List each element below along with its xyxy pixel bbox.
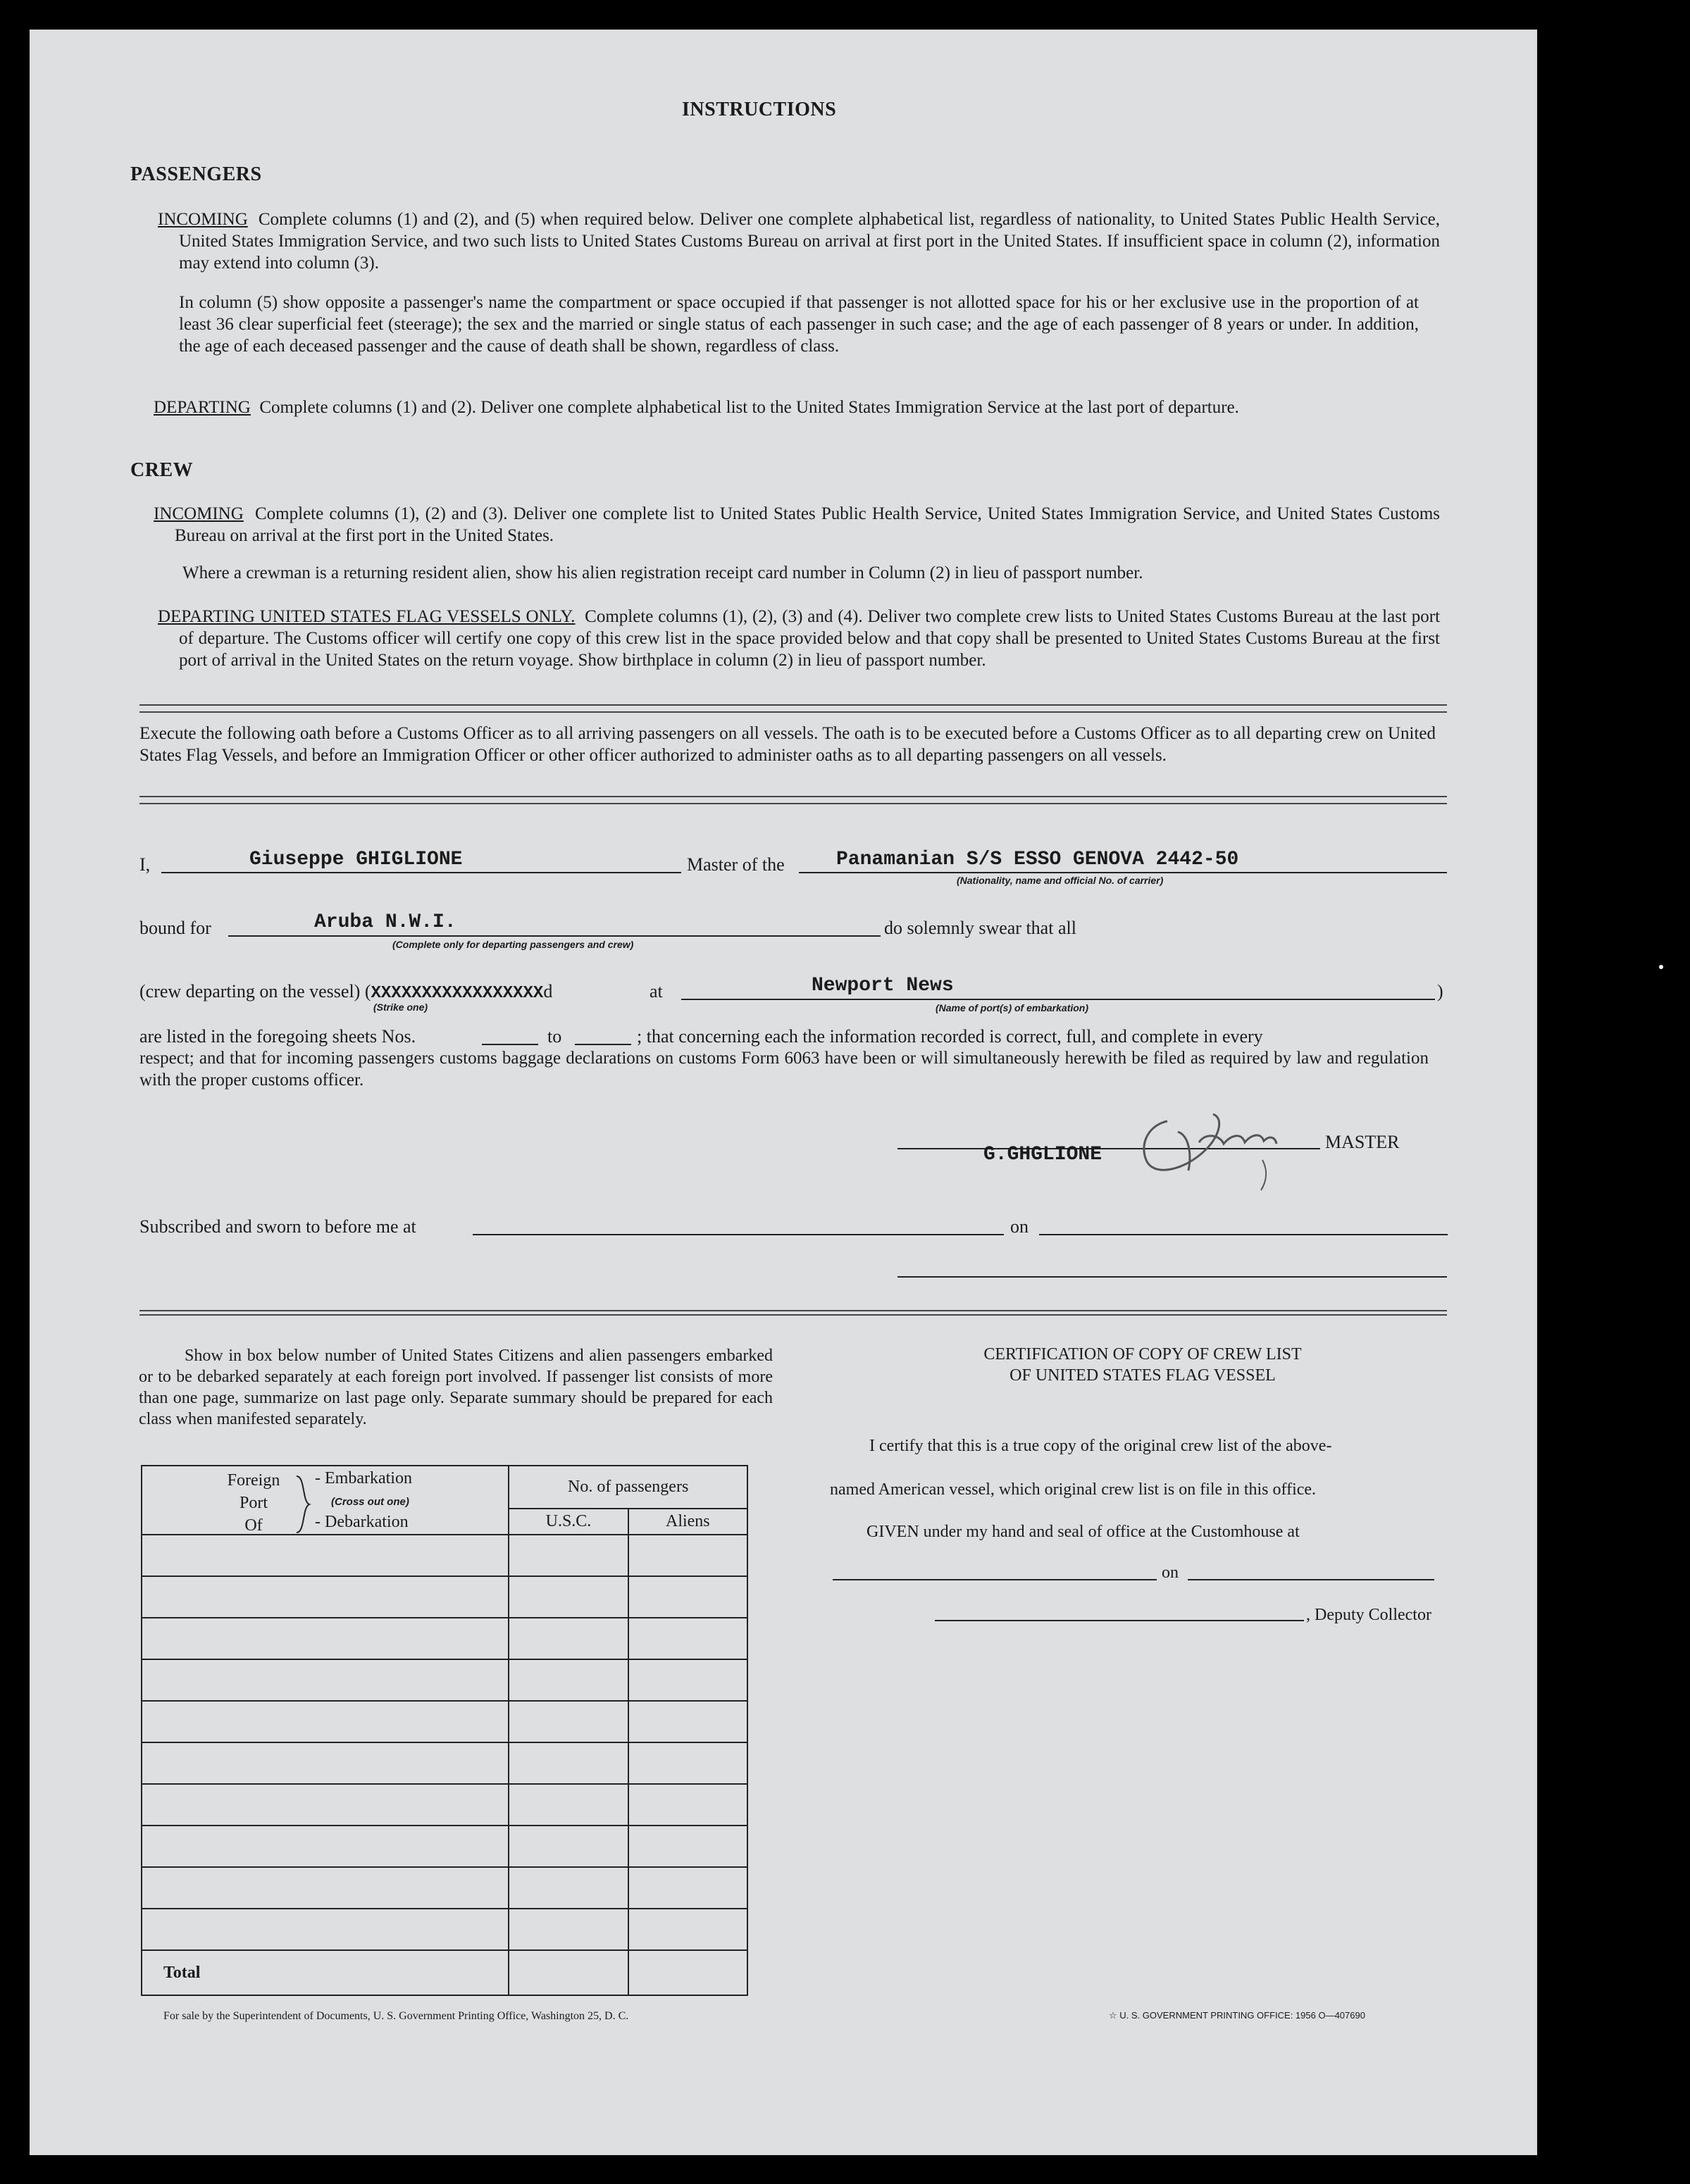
port-caption: (Name of port(s) of embarkation) bbox=[936, 1002, 1089, 1013]
vessel-line bbox=[799, 872, 1447, 873]
divider bbox=[139, 796, 1447, 804]
usc-cell bbox=[509, 1784, 628, 1826]
divider bbox=[139, 704, 1447, 713]
aliens-cell bbox=[628, 1909, 747, 1950]
oath-intro bbox=[139, 723, 1436, 766]
table-row bbox=[142, 1576, 747, 1618]
table-row bbox=[142, 1535, 747, 1576]
listed-pre: are listed in the foregoing sheets Nos. bbox=[139, 1026, 416, 1047]
master-label: MASTER bbox=[1325, 1132, 1400, 1152]
close-paren: ) bbox=[1437, 981, 1443, 1001]
total-label: Total bbox=[142, 1950, 509, 1995]
respect-text: respect; and that for incoming passengers customs baggage declarations on customs Form 6063 have been or will simultaneously herewith be filed as required by law and regulation with the proper customs officer. bbox=[139, 1049, 1429, 1090]
table-row bbox=[142, 1867, 747, 1909]
total-usc-cell bbox=[509, 1950, 628, 1995]
subscribed-place-line bbox=[473, 1234, 1004, 1235]
aliens-cell bbox=[628, 1701, 747, 1742]
struck-text: XXXXXXXXXXXXXXXXX bbox=[371, 984, 544, 1003]
aliens-cell bbox=[628, 1535, 747, 1576]
deputy-signature-line bbox=[935, 1620, 1304, 1621]
struck-tail: d bbox=[543, 981, 553, 1001]
officer-signature-line bbox=[897, 1276, 1447, 1278]
usc-cell bbox=[509, 1659, 628, 1701]
passenger-summary-table bbox=[141, 1465, 748, 1996]
of-label: Of bbox=[244, 1516, 263, 1535]
crew-departing-text: (crew departing on the vessel) ( bbox=[139, 981, 371, 1001]
port-cell bbox=[142, 1659, 509, 1701]
port-cell bbox=[142, 1784, 509, 1826]
usc-cell bbox=[509, 1535, 628, 1576]
certification-date-line bbox=[1188, 1579, 1434, 1580]
crew-incoming bbox=[154, 503, 1440, 547]
foreign-label: Foreign bbox=[227, 1471, 280, 1490]
aliens-cell bbox=[628, 1826, 747, 1867]
usc-cell bbox=[509, 1618, 628, 1659]
passengers-incoming bbox=[158, 208, 1440, 274]
table-row bbox=[142, 1909, 747, 1950]
subscribed-on-label: on bbox=[1010, 1216, 1029, 1237]
bound-line bbox=[228, 935, 881, 937]
passengers-column5-text: In column (5) show opposite a passenger's name the compartment or space occupied if that passenger is not allotted space for his or her exclusive use in the proportion of at least 36 clear superficial feet (steerage); the sex and the married or single status of each passenger in such case; and the age of each passenger of 8 years or under. In addition, the age of each deceased passenger and the cause of death shall be shown, regardless of class. bbox=[179, 293, 1419, 356]
certification-line-2: named American vessel, which original crew list is on file in this office. bbox=[830, 1480, 1317, 1499]
passengers-heading: PASSENGERS bbox=[130, 163, 262, 185]
swear-text: do solemnly swear that all bbox=[884, 918, 1076, 938]
table-row bbox=[142, 1784, 747, 1826]
total-aliens-cell bbox=[628, 1950, 747, 1995]
certification-heading-2: OF UNITED STATES FLAG VESSEL bbox=[1009, 1366, 1276, 1385]
certification-line-1: I certify that this is a true copy of the original crew list of the above- bbox=[869, 1437, 1332, 1455]
handwritten-signature bbox=[1100, 1093, 1312, 1199]
passengers-column5 bbox=[179, 292, 1419, 357]
aliens-cell bbox=[628, 1784, 747, 1826]
port-line bbox=[681, 999, 1435, 1000]
crew-departing-label bbox=[139, 980, 552, 1004]
brace-icon bbox=[294, 1473, 315, 1535]
deputy-collector-label: , Deputy Collector bbox=[1306, 1606, 1431, 1624]
bound-value: Aruba N.W.I. bbox=[314, 911, 456, 933]
port-cell bbox=[142, 1535, 509, 1576]
table-row bbox=[142, 1701, 747, 1742]
usc-header: U.S.C. bbox=[509, 1509, 628, 1535]
respect-paragraph bbox=[139, 1047, 1429, 1091]
usc-cell bbox=[509, 1701, 628, 1742]
port-label: Port bbox=[239, 1494, 268, 1512]
divider bbox=[139, 1310, 1447, 1316]
bound-caption: (Complete only for departing passengers and crew) bbox=[392, 939, 634, 950]
port-cell bbox=[142, 1618, 509, 1659]
foreign-port-label bbox=[218, 1469, 289, 1537]
listed-post: ; that concerning each the information recorded is correct, full, and complete in every bbox=[637, 1026, 1263, 1047]
subscribed-label: Subscribed and sworn to before me at bbox=[139, 1216, 416, 1237]
at-label: at bbox=[650, 981, 663, 1001]
aliens-cell bbox=[628, 1618, 747, 1659]
port-cell bbox=[142, 1742, 509, 1784]
table-row bbox=[142, 1742, 747, 1784]
port-cell bbox=[142, 1826, 509, 1867]
footer-left: For sale by the Superintendent of Documents, U. S. Government Printing Office, Washington 25, D. C. bbox=[163, 2010, 629, 2022]
passengers-departing-text: Complete columns (1) and (2). Deliver one complete alphabetical list to the United States Immigration Service at the last port of departure. bbox=[259, 398, 1239, 417]
port-value: Newport News bbox=[812, 975, 954, 997]
table-header-row bbox=[142, 1466, 747, 1509]
oath-i-label: I, bbox=[139, 854, 151, 875]
crew-incoming-text: Complete columns (1), (2) and (3). Deliver one complete list to United States Public Health Service, United States Immigration Service, and United States Customs Bureau on arrival at the first port in the United States. bbox=[175, 504, 1440, 545]
summary-instructions bbox=[139, 1345, 773, 1430]
crew-departing-text: Complete columns (1), (2), (3) and (4). Deliver two complete crew lists to United States Customs Bureau at the last port of departure. The Customs officer will certify one copy of this crew list in the space provided below and that copy shall be presented to United States Customs Bureau at the first port of arrival in the United States on the return voyage. Show birthplace in column (2) in lieu of passport number. bbox=[179, 607, 1441, 670]
bound-label: bound for bbox=[139, 918, 211, 938]
usc-cell bbox=[509, 1867, 628, 1909]
oath-intro-text: Execute the following oath before a Customs Officer as to all arriving passengers on all vessels. The oath is to be executed before a Customs Officer as to all departing crew on United States Flag Vessels, and before an Immigration Officer or other officer authorized to administer oaths as to all departing passengers on all vessels. bbox=[139, 724, 1436, 765]
passengers-incoming-text: Complete columns (1) and (2), and (5) when required below. Deliver one complete alphabetical list, regardless of nationality, to United States Public Health Service, United States Immigration Service, and two such lists to United States Customs Bureau on arrival at first port in the United States. If insufficient space in column (2), information may extend into column (3). bbox=[179, 210, 1441, 273]
usc-cell bbox=[509, 1826, 628, 1867]
certification-on-label: on bbox=[1162, 1564, 1179, 1582]
summary-instructions-text: Show in box below number of United States Citizens and alien passengers embarked or to be debarked separately at each foreign port involved. If passenger list consists of more than one page, summarize on last page only. Separate summary should be prepared for each class when manifested separately. bbox=[139, 1347, 773, 1428]
crew-incoming-label: INCOMING bbox=[154, 504, 244, 523]
table-row bbox=[142, 1659, 747, 1701]
vessel-caption: (Nationality, name and official No. of carrier) bbox=[957, 875, 1164, 886]
port-cell bbox=[142, 1701, 509, 1742]
no-passengers-header: No. of passengers bbox=[509, 1466, 747, 1509]
sheets-to-line bbox=[575, 1044, 631, 1045]
vessel-value: Panamanian S/S ESSO GENOVA 2442-50 bbox=[836, 849, 1239, 871]
master-of-label: Master of the bbox=[687, 854, 785, 875]
crew-resident-text: Where a crewman is a returning resident alien, show his alien registration receipt card number in Column (2) in lieu of passport number. bbox=[182, 563, 1143, 582]
port-cell bbox=[142, 1909, 509, 1950]
port-cell bbox=[142, 1867, 509, 1909]
listed-to: to bbox=[547, 1026, 562, 1047]
aliens-cell bbox=[628, 1742, 747, 1784]
usc-cell bbox=[509, 1909, 628, 1950]
usc-cell bbox=[509, 1742, 628, 1784]
customhouse-line bbox=[833, 1579, 1157, 1580]
table-row bbox=[142, 1618, 747, 1659]
crew-departing-label: DEPARTING UNITED STATES FLAG VESSELS ONLY. bbox=[158, 607, 576, 626]
certification-line-3: GIVEN under my hand and seal of office at the Customhouse at bbox=[866, 1523, 1300, 1541]
total-row bbox=[142, 1950, 747, 1995]
crew-resident bbox=[182, 562, 1422, 584]
port-cell bbox=[142, 1576, 509, 1618]
signature-typed: G.GHGLIONE bbox=[983, 1144, 1102, 1166]
certification-heading-1: CERTIFICATION OF COPY OF CREW LIST bbox=[983, 1345, 1302, 1364]
passengers-departing-label: DEPARTING bbox=[154, 398, 251, 417]
cross-out-label: (Cross out one) bbox=[331, 1496, 409, 1508]
scan-speck bbox=[1659, 965, 1663, 969]
foreign-port-header bbox=[142, 1466, 509, 1535]
aliens-cell bbox=[628, 1867, 747, 1909]
master-name-value: Giuseppe GHIGLIONE bbox=[249, 849, 463, 871]
crew-departing bbox=[158, 606, 1440, 671]
debarkation-label: - Debarkation bbox=[315, 1513, 409, 1531]
subscribed-date-line bbox=[1039, 1234, 1448, 1235]
aliens-header: Aliens bbox=[628, 1509, 747, 1535]
footer-right: ☆ U. S. GOVERNMENT PRINTING OFFICE: 1956 O—407690 bbox=[1109, 2010, 1365, 2021]
table-row bbox=[142, 1826, 747, 1867]
embarkation-label: - Embarkation bbox=[315, 1469, 412, 1487]
page-title: INSTRUCTIONS bbox=[682, 99, 837, 120]
aliens-cell bbox=[628, 1576, 747, 1618]
sheets-from-line bbox=[482, 1044, 538, 1045]
crew-heading: CREW bbox=[130, 459, 194, 481]
aliens-cell bbox=[628, 1659, 747, 1701]
master-name-line bbox=[161, 872, 681, 873]
certification-heading bbox=[861, 1344, 1424, 1386]
passengers-departing bbox=[154, 397, 1440, 418]
strike-caption: (Strike one) bbox=[373, 1001, 428, 1013]
passengers-incoming-label: INCOMING bbox=[158, 210, 248, 229]
usc-cell bbox=[509, 1576, 628, 1618]
document-page bbox=[30, 30, 1537, 2155]
